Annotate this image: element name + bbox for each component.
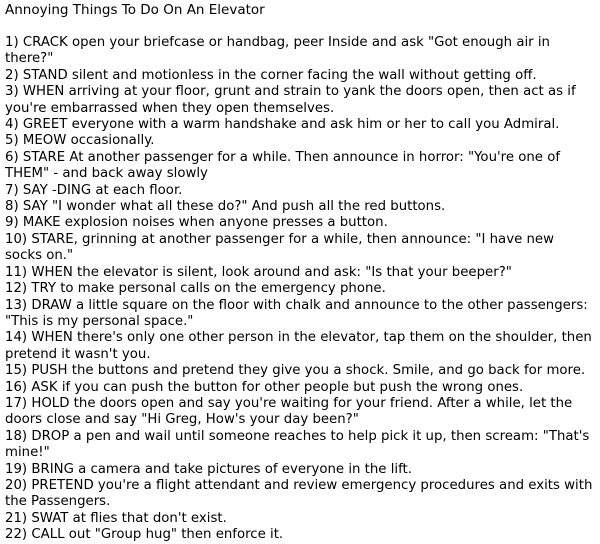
list-item: 16) ASK if you can push the button for other people but push the wrong ones.: [5, 379, 524, 395]
list-item: 6) STARE At another passenger for a while. Then announce in horror: "You're one of THEM" - and back away slowly: [5, 149, 561, 182]
list-item: 14) WHEN there's only one other person in the elevator, tap them on the shoulder, then pretend it wasn't you.: [5, 330, 592, 362]
list-item: 12) TRY to make personal calls on the emergency phone.: [5, 281, 386, 297]
list-item: 21) SWAT at flies that don't exist.: [5, 510, 227, 526]
list-item: 7) SAY -DING at each floor.: [5, 182, 183, 198]
list-item: 9) MAKE explosion noises when anyone presses a button.: [5, 215, 388, 231]
list-item: 15) PUSH the buttons and pretend they give you a shock. Smile, and go back for more.: [5, 363, 586, 379]
list-item: 19) BRING a camera and take pictures of everyone in the lift.: [5, 461, 412, 477]
list-item: 18) DROP a pen and wail until someone reaches to help pick it up, then scream: "That's mine!": [5, 428, 590, 461]
list-item: 4) GREET everyone with a warm handshake and ask him or her to call you Admiral.: [5, 117, 560, 133]
list-item: 20) PRETEND you're a flight attendant and review emergency procedures and exits with the Passengers.: [5, 477, 593, 510]
list-item: 11) WHEN the elevator is silent, look around and ask: "Is that your beeper?": [5, 264, 512, 280]
list-item: 3) WHEN arriving at your floor, grunt and strain to yank the doors open, then act as if you're embarrassed when they open themselves.: [5, 84, 576, 116]
document-title: Annoying Things To Do On An Elevator: [5, 2, 265, 18]
list-item: 13) DRAW a little square on the floor with chalk and announce to the other passengers: "This is my personal space.": [5, 297, 588, 329]
list-item: 2) STAND silent and motionless in the corner facing the wall without getting off.: [5, 67, 537, 83]
document-page: [5, 2, 595, 544]
annoying-things-list: [5, 35, 595, 544]
list-item: 22) CALL out "Group hug" then enforce it.: [5, 527, 284, 543]
list-item: 17) HOLD the doors open and say you're waiting for your friend. After a while, let the doors close and say "Hi Greg, How's your day been?": [5, 395, 573, 428]
list-item: 1) CRACK open your briefcase or handbag, peer Inside and ask "Got enough air in there?": [5, 35, 550, 67]
list-item: 10) STARE, grinning at another passenger for a while, then announce: "I have new socks on.": [5, 231, 554, 264]
list-item: 8) SAY "I wonder what all these do?" And push all the red buttons.: [5, 199, 446, 215]
list-item: 5) MEOW occasionally.: [5, 133, 155, 149]
